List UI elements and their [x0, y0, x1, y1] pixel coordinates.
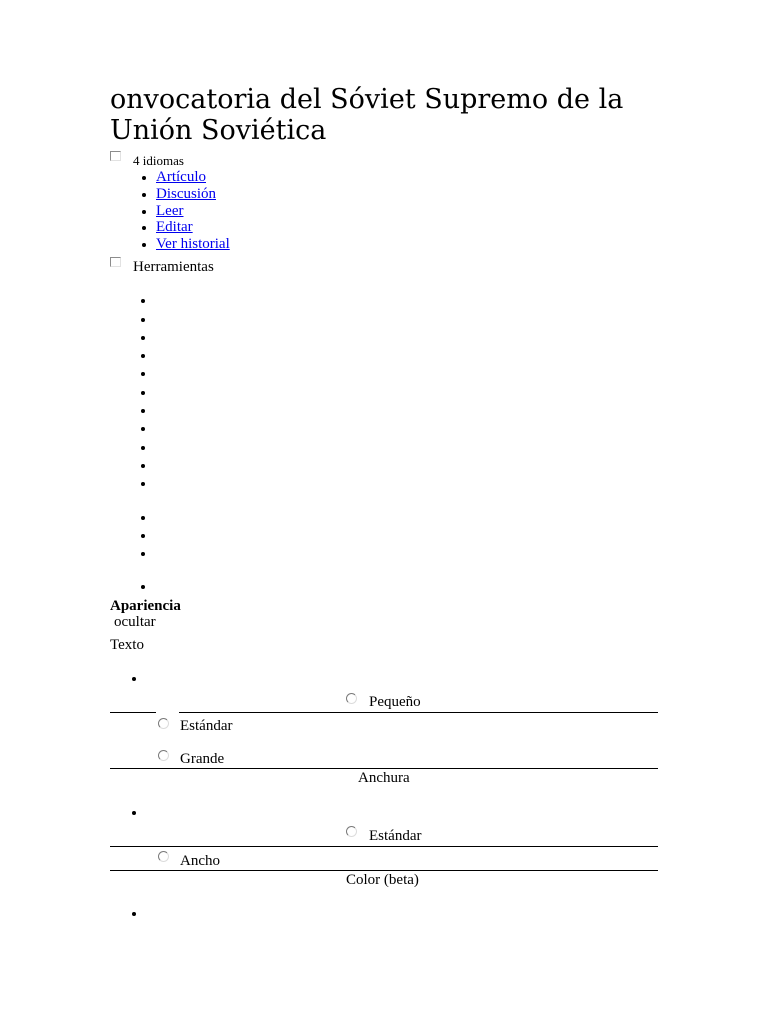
tool-list-item[interactable] [141, 391, 145, 395]
text-size-standard-radio[interactable] [158, 718, 169, 729]
divider [110, 870, 658, 871]
divider [110, 768, 658, 769]
text-size-small-radio[interactable] [346, 693, 357, 704]
tool-list-item[interactable] [141, 318, 145, 322]
text-size-large-label[interactable]: Grande [180, 751, 225, 767]
color-label: Color (beta) [346, 872, 419, 888]
nav-item-discusion [156, 186, 230, 203]
tool-list-item[interactable] [141, 482, 145, 486]
tools-label[interactable]: Herramientas [133, 259, 214, 275]
tool-list-item[interactable] [141, 552, 145, 556]
nav-item-articulo [156, 169, 230, 186]
tool-list-item[interactable] [141, 516, 145, 520]
nav-link-discusion[interactable]: Discusión [156, 185, 216, 202]
nav-item-ver-historial [156, 236, 230, 253]
width-list-item [132, 811, 136, 815]
tools-checkbox[interactable] [110, 257, 121, 267]
tool-list-item[interactable] [141, 299, 145, 303]
width-label: Anchura [358, 770, 410, 786]
page-nav-list [156, 169, 230, 253]
nav-link-leer[interactable]: Leer [156, 202, 184, 219]
text-size-standard-label[interactable]: Estándar [180, 718, 233, 734]
divider [110, 712, 156, 713]
tool-list-item[interactable] [141, 372, 145, 376]
tool-list-item[interactable] [141, 427, 145, 431]
nav-item-editar [156, 219, 230, 236]
text-size-large-radio[interactable] [158, 750, 169, 761]
nav-link-editar[interactable]: Editar [156, 219, 193, 236]
nav-link-ver-historial[interactable]: Ver historial [156, 236, 230, 253]
nav-link-articulo[interactable]: Artículo [156, 169, 206, 185]
width-standard-radio[interactable] [346, 826, 357, 837]
text-size-label: Texto [110, 637, 144, 653]
width-wide-radio[interactable] [158, 851, 169, 862]
tool-list-item[interactable] [141, 585, 145, 589]
tool-list-item[interactable] [141, 409, 145, 413]
tool-list-item[interactable] [141, 336, 145, 340]
divider [179, 712, 658, 713]
appearance-hide-button[interactable]: ocultar [114, 614, 156, 630]
width-standard-label[interactable]: Estándar [369, 828, 422, 844]
color-list-item [132, 912, 136, 916]
page-title: onvocatoria del Sóviet Supremo de la Unión Soviética [110, 84, 624, 146]
width-wide-label[interactable]: Ancho [180, 853, 220, 869]
languages-checkbox[interactable] [110, 151, 121, 161]
text-size-list-item [132, 677, 136, 681]
tool-list-item[interactable] [141, 464, 145, 468]
divider [110, 846, 658, 847]
tool-list-item[interactable] [141, 446, 145, 450]
text-size-small-label[interactable]: Pequeño [369, 694, 421, 710]
nav-item-leer [156, 203, 230, 220]
tool-list-item[interactable] [141, 354, 145, 358]
appearance-heading: Apariencia [110, 598, 181, 614]
tool-list-item[interactable] [141, 534, 145, 538]
languages-label[interactable]: 4 idiomas [133, 153, 184, 168]
